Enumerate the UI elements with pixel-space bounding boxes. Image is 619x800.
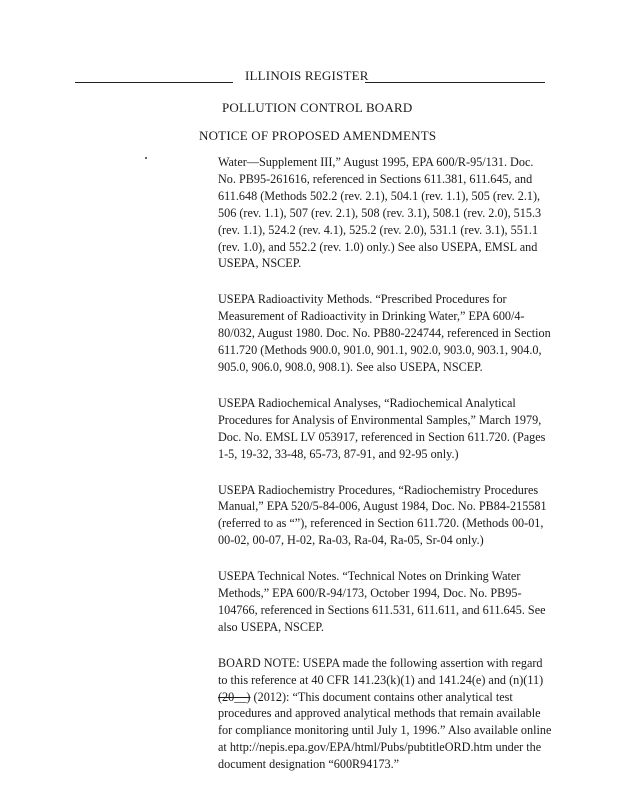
header-rule-left — [75, 82, 233, 83]
margin-mark — [145, 157, 147, 159]
reference-paragraph: USEPA Radioactivity Methods. “Prescribed Procedures for Measurement of Radioactivity in Drinking Water,” EPA 600/4-80/032, August 1980. Doc. No. PB80-224744, referenced in Section 611.720 (Methods 900.0, 901.0, 901.1, 902.0, 903.0, 903.1, 904.0, 905.0, 906.0, 908.0, 908.1). See also USEPA, NSCEP. — [218, 292, 551, 374]
reference-paragraph: USEPA Technical Notes. “Technical Notes on Drinking Water Methods,” EPA 600/R-94/173, October 1994, Doc. No. PB95-104766, referenced in Sections 611.531, 611.611, and 611.645. See also USEPA, NSCEP. — [218, 569, 546, 634]
reference-paragraph: Water—Supplement III,” August 1995, EPA 600/R-95/131. Doc. No. PB95-261616, referenced in Sections 611.381, 611.645, and 611.648 (Methods 502.2 (rev. 2.1), 504.1 (rev. 1.1), 505 (rev. 2.1), 506 (rev. 1.1), 507 (rev. 2.1), 508 (rev. 3.1), 508.1 (rev. 2.0), 515.3 (rev. 1.1), 524.2 (rev. 4.1), 525.2 (rev. 2.0), 531.1 (rev. 3.1), 551.1 (rev. 1.0), and 552.2 (rev. 1.0) only.) See also USEPA, EMSL and USEPA, NSCEP. — [218, 155, 542, 271]
struck-text: (20__) — [218, 689, 251, 704]
board-title: POLLUTION CONTROL BOARD — [222, 100, 413, 115]
header-rule-right — [365, 82, 545, 83]
board-note-text-continued: (2012): “This document contains other analytical test procedures and approved analytical methods that remain available for compliance monitoring until July 1, 1996.” Also available online at http://nepis.epa.gov/EPA/html/Pubs/pubtitleORD.htm under the document designation “600R94173.” — [218, 689, 552, 772]
reference-list — [218, 154, 553, 773]
register-header — [75, 68, 545, 88]
board-note — [218, 655, 553, 773]
notice-title: NOTICE OF PROPOSED AMENDMENTS — [199, 128, 437, 143]
reference-paragraph: USEPA Radiochemical Analyses, “Radiochemical Analytical Procedures for Analysis of Environmental Samples,” March 1979, Doc. No. EMSL LV 053917, referenced in Section 611.720. (Pages 1-5, 19-32, 33-48, 65-73, 87-91, and 92-95 only.) — [218, 395, 546, 461]
board-note-text: BOARD NOTE: USEPA made the following assertion with regard to this reference at 40 CFR 141.23(k)(1) and 141.24(e) and (n)(11) — [218, 655, 544, 687]
register-title: ILLINOIS REGISTER — [245, 68, 369, 83]
reference-paragraph: USEPA Radiochemistry Procedures, “Radiochemistry Procedures Manual,” EPA 520/5-84-006, August 1984, Doc. No. PB84-215581 (referred to as “”), referenced in Section 611.720. (Methods 00-01, 00-02, 00-07, H-02, Ra-03, Ra-04, Ra-05, Sr-04 only.) — [218, 482, 547, 548]
